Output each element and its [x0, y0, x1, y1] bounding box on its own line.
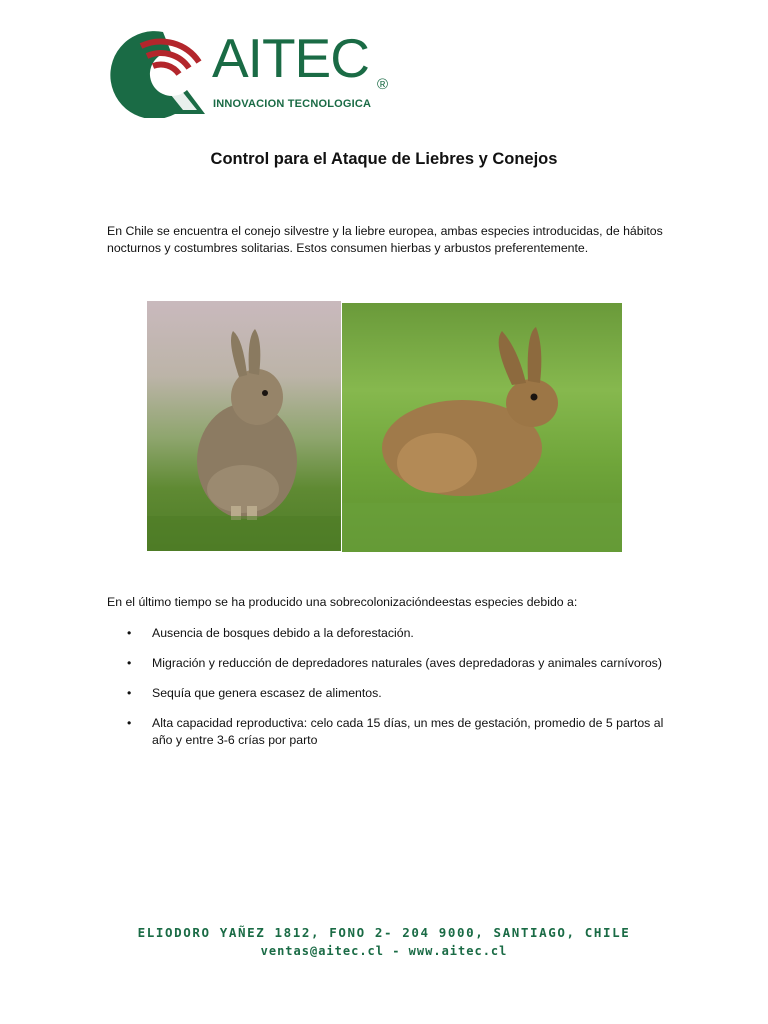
hare-photo — [342, 303, 622, 552]
bullet-icon: • — [127, 716, 132, 730]
document-title: Control para el Ataque de Liebres y Conejos — [210, 150, 558, 168]
list-item: • Sequía que genera escasez de alimentos. — [127, 686, 382, 700]
footer-address: ELIODORO YAÑEZ 1812, FONO 2- 204 9000, SANTIAGO, CHILE — [137, 925, 631, 940]
reasons-list — [107, 625, 667, 762]
list-item: • Alta capacidad reproductiva: celo cada 15 días, un mes de gestación, promedio de 5 partos al año y entre 3-6 crías por parto — [127, 716, 664, 747]
intro-paragraph: En Chile se encuentra el conejo silvestre y la liebre europea, ambas especies introducidas, de hábitos nocturnos y costumbres solitarias. Estos consumen hierbas y arbustos preferentemente. — [107, 224, 663, 255]
rabbit-photo — [147, 301, 341, 551]
footer-contact: ventas@aitec.cl - www.aitec.cl — [260, 944, 508, 958]
lead-paragraph: En el último tiempo se ha producido una sobrecolonizacióndeestas especies debido a: — [107, 595, 578, 609]
brand-name: AITEC — [212, 27, 369, 89]
registered-mark: ® — [377, 76, 389, 93]
list-item: • Migración y reducción de depredadores naturales (aves depredadoras y animales carnívoros) — [127, 656, 662, 670]
bullet-icon: • — [127, 626, 132, 640]
list-item: • Ausencia de bosques debido a la deforestación. — [127, 626, 414, 640]
logo-emblem-icon — [105, 26, 215, 118]
bullet-icon: • — [127, 656, 132, 670]
bullet-icon: • — [127, 686, 132, 700]
brand-tagline: INNOVACION TECNOLOGICA — [213, 98, 372, 110]
